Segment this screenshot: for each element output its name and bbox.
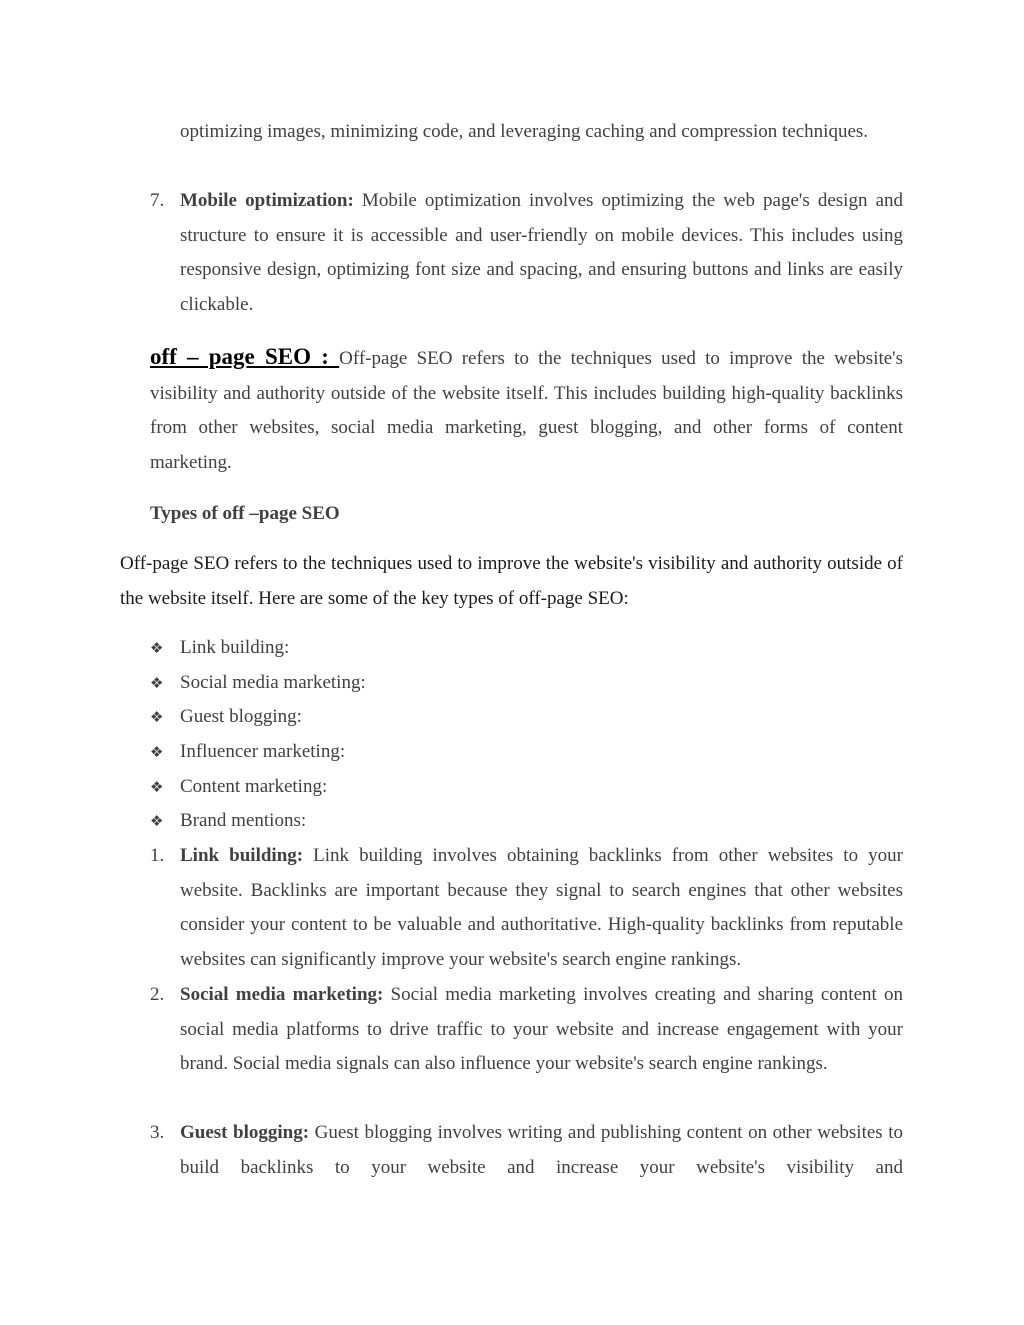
bullet-text: Link building: [180, 637, 290, 658]
intro-text: Off-page SEO refers to the techniques used to improve the website's visibility and authority outside of the website itself. Here are some of the key types of off-page SEO: [120, 553, 903, 609]
list-marker: 3. [150, 1122, 165, 1143]
list-item-title: Social media marketing: [180, 984, 391, 1005]
list-item-title: Guest blogging: [180, 1122, 315, 1143]
list-marker: 7. [150, 190, 165, 211]
offpage-text: Off-page SEO refers to the techniques used to improve the website's visibility and authority outside of the website itself. This includes building high-quality backlinks from other websites, social media marketing, guest blogging, and other forms of content marketing. [150, 348, 903, 474]
bullet-text: Influencer marketing: [180, 741, 346, 763]
list-item-content [180, 184, 903, 323]
bullet-list [150, 631, 910, 839]
list-item [150, 770, 910, 805]
types-heading [150, 497, 903, 532]
diamond-bullet-icon: ❖ [150, 777, 164, 796]
offpage-heading-link[interactable]: off – page SEO : [150, 344, 340, 369]
bullet-text: Brand mentions: [180, 810, 307, 832]
list-item [150, 804, 910, 839]
diamond-bullet-icon: ❖ [150, 743, 164, 762]
numbered-item-1 [150, 839, 903, 978]
list-item [150, 700, 910, 735]
bullet-text: Social media marketing: [180, 671, 366, 693]
continuation-paragraph [180, 115, 903, 150]
numbered-item-2 [150, 978, 903, 1082]
list-item-title: Mobile optimization: [180, 190, 362, 211]
list-item-text: Social media marketing involves creating and sharing content on social media platforms to drive traffic to your website and increase engagement with your brand. Social media signals can also influence your website's search engine rankings. [180, 984, 903, 1075]
diamond-bullet-icon: ❖ [150, 812, 164, 831]
list-item-text: Link building involves obtaining backlinks from other websites to your website. Backlinks are important because they signal to search engines that other websites consider your content to be valuable and authoritative. High-quality backlinks from reputable websites can significantly improve your website's search engine rankings. [180, 845, 903, 971]
list-item-7 [150, 184, 903, 323]
list-marker: 1. [150, 845, 165, 866]
diamond-bullet-icon: ❖ [150, 708, 164, 727]
list-item [150, 631, 910, 666]
intro-paragraph [120, 547, 903, 616]
numbered-item-3 [150, 1116, 903, 1185]
diamond-bullet-icon: ❖ [150, 673, 164, 692]
list-item-content [180, 839, 903, 978]
list-item [150, 735, 910, 770]
list-item-content [180, 978, 903, 1082]
bullet-text: Content marketing: [180, 775, 328, 797]
bullet-text: Guest blogging: [180, 706, 302, 728]
list-item-text: Mobile optimization involves optimizing the web page's design and structure to ensure it is accessible and user-friendly on mobile devices. This includes using responsive design, optimizing font size and spacing, and ensuring buttons and links are easily clickable. [180, 190, 903, 316]
list-item-content [180, 1116, 903, 1185]
list-marker: 2. [150, 984, 165, 1005]
list-item-text: Guest blogging involves writing and publishing content on other websites to build backlinks to your website and increase your website's visibility and [180, 1122, 903, 1178]
offpage-paragraph [150, 340, 903, 481]
continuation-text: optimizing images, minimizing code, and leveraging caching and compression techniques. [180, 121, 869, 142]
list-item-title: Link building: [180, 845, 314, 866]
types-heading-text: Types of off –page SEO [150, 503, 340, 524]
diamond-bullet-icon: ❖ [150, 639, 164, 657]
list-item [150, 666, 910, 701]
